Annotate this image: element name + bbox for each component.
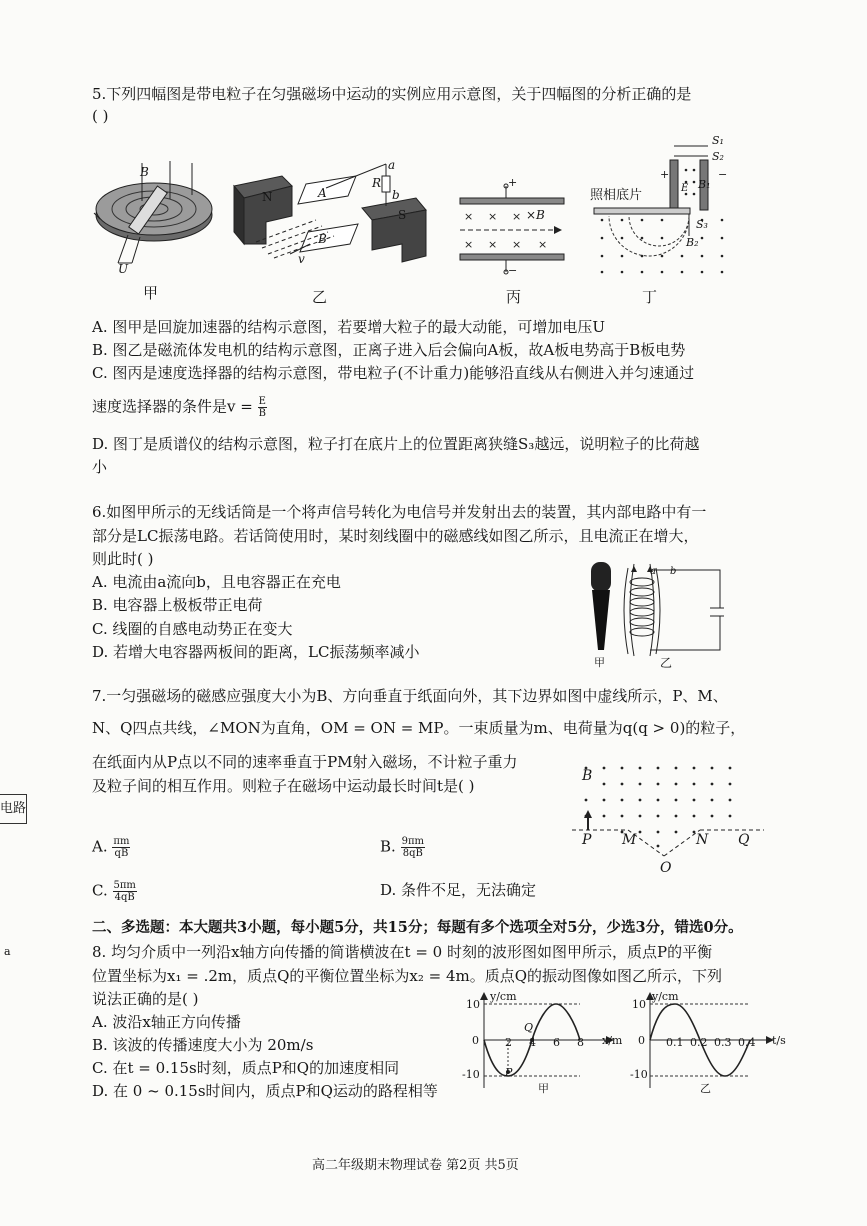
svg-text:×: × bbox=[488, 210, 498, 223]
q6-option-c: C. 线圈的自感电动势正在变大 bbox=[92, 620, 293, 638]
q5-paren: ( ) bbox=[92, 107, 109, 125]
q8-g2-xtick-0.4: 0.4 bbox=[738, 1036, 756, 1049]
q5-yi-A-label: A bbox=[318, 186, 327, 200]
q6-figure-jia-caption: 甲 bbox=[594, 656, 605, 669]
svg-text:×: × bbox=[512, 210, 522, 223]
q8-g2-ylabel: y/cm bbox=[652, 990, 679, 1003]
q6-option-a: A. 电流由a流向b，且电容器正在充电 bbox=[92, 573, 341, 591]
q6-stem-line2: 部分是LC振荡电路。若话筒使用时，某时刻线圈中的磁感线如图乙所示，且电流正在增大， bbox=[92, 527, 699, 545]
q5-ding-S3: S₃ bbox=[696, 218, 708, 231]
q8-g1-xtick-2: 2 bbox=[505, 1036, 512, 1049]
page-footer: 高二年级期末物理试卷 第2页 共5页 bbox=[312, 1158, 519, 1173]
q5-bing-B-label: ×B bbox=[526, 208, 545, 222]
q7-option-a: A. $\frac{\pi m}{qB}$ bbox=[92, 836, 130, 859]
q6-stem-line3: 则此时( ) bbox=[92, 550, 154, 568]
q5-yi-S-label: S bbox=[398, 208, 407, 222]
q7-stem-line4: 及粒子间的相互作用。则粒子在磁场中运动最长时间t是( ) bbox=[92, 777, 475, 795]
q6-figure-yi-caption: 乙 bbox=[660, 656, 673, 670]
q8-g2-xtick-0.1: 0.1 bbox=[666, 1036, 684, 1049]
q8-option-d: D. 在 0 ~ 0.15s时间内，质点P和Q运动的路程相等 bbox=[92, 1082, 438, 1100]
svg-text:×: × bbox=[538, 238, 548, 251]
q8-stem-line2: 位置坐标为x₁ = .2m，质点Q的平衡位置坐标为x₂ = 4m。质点Q的振动图像如图乙所示，下列 bbox=[92, 967, 723, 985]
q8-g1-xtick-4: 4 bbox=[529, 1036, 536, 1049]
svg-text:×: × bbox=[512, 238, 522, 251]
q5-yi-N-label: N bbox=[262, 190, 273, 204]
q7-stem-line1: 7.一匀强磁场的磁感应强度大小为B、方向垂直于纸面向外，其下边界如图中虚线所示，P、M、 bbox=[92, 687, 728, 705]
svg-text:×: × bbox=[464, 238, 474, 251]
q5-yi-a-label: a bbox=[388, 158, 396, 172]
q5-figure-jia-cyclotron bbox=[92, 155, 222, 285]
q8-g2-xtick-0.2: 0.2 bbox=[690, 1036, 708, 1049]
q8-g1-caption: 甲 bbox=[538, 1082, 549, 1095]
q8-g2-ytick-neg10: -10 bbox=[630, 1068, 648, 1081]
q6-option-d: D. 若增大电容器两板间的距离，LC振荡频率减小 bbox=[92, 643, 420, 661]
q8-g1-P: P bbox=[505, 1066, 513, 1079]
q6-figure-microphone bbox=[586, 560, 616, 652]
q8-g2-ytick-0: 0 bbox=[638, 1034, 645, 1047]
q8-g1-ytick-neg10: -10 bbox=[462, 1068, 480, 1081]
q7-fig-M: M bbox=[622, 832, 637, 848]
q7-option-c: C. $\frac{5\pi m}{4qB}$ bbox=[92, 880, 136, 903]
q7-fig-O: O bbox=[660, 860, 672, 876]
q5-option-d-line1: D. 图丁是质谱仪的结构示意图，粒子打在底片上的位置距离狭缝S₃越远，说明粒子的比荷越 bbox=[92, 435, 700, 453]
q5-yi-b-label: b bbox=[392, 188, 400, 202]
q7-fig-N: N bbox=[696, 832, 709, 848]
q7-option-b: B. $\frac{9\pi m}{8qB}$ bbox=[380, 836, 424, 859]
q8-stem-line1: 8. 均匀介质中一列沿x轴方向传播的简谐横波在t = 0 时刻的波形图如图甲所示，质点P的平衡 bbox=[92, 943, 713, 961]
q5-yi-R-label: R bbox=[372, 176, 382, 190]
q5-ding-S2: S₂ bbox=[712, 150, 724, 163]
q5-figure-ding-caption: 丁 bbox=[642, 288, 658, 306]
q7-stem-line3: 在纸面内从P点以不同的速率垂直于PM射入磁场，不计粒子重力 bbox=[92, 753, 518, 771]
q5-bing-minus: − bbox=[508, 264, 518, 277]
q5-option-c-line1: C. 图丙是速度选择器的结构示意图，带电粒子(不计重力)能够沿直线从右侧进入并匀速通过 bbox=[92, 364, 695, 382]
q8-g2-ytick-10: 10 bbox=[632, 998, 646, 1011]
q8-g1-xtick-8: 8 bbox=[577, 1036, 584, 1049]
q5-jia-B-label: B bbox=[140, 165, 149, 179]
svg-text:×: × bbox=[488, 238, 498, 251]
q5-figure-yi-mhd-generator bbox=[226, 158, 446, 270]
q5-figure-yi-caption: 乙 bbox=[312, 288, 328, 306]
q5-ding-B2: B₂ bbox=[686, 236, 699, 249]
q7-fig-B: B bbox=[582, 768, 593, 784]
q8-g1-Q: Q bbox=[524, 1021, 534, 1034]
q8-g2-xlabel: t/s bbox=[772, 1034, 786, 1047]
q5-stem: 5.下列四幅图是带电粒子在匀强磁场中运动的实例应用示意图，关于四幅图的分析正确的是 bbox=[92, 85, 692, 103]
q5-yi-B-label: B bbox=[318, 232, 327, 246]
q8-g1-xtick-6: 6 bbox=[553, 1036, 560, 1049]
q8-graph-yi-vibration bbox=[630, 990, 790, 1094]
q5-ding-photo-label: 照相底片 bbox=[590, 188, 643, 203]
q5-figure-jia-caption: 甲 bbox=[143, 284, 159, 302]
q5-figure-bing-caption: 丙 bbox=[506, 288, 522, 306]
q8-g2-caption: 乙 bbox=[700, 1082, 711, 1095]
q5-option-d-line2: 小 bbox=[92, 458, 108, 476]
q6-option-b: B. 电容器上极板带正电荷 bbox=[92, 596, 263, 614]
q5-figure-bing-velocity-selector bbox=[458, 182, 568, 276]
q6-stem-line1: 6.如图甲所示的无线话筒是一个将声信号转化为电信号并发射出去的装置，其内部电路中有一 bbox=[92, 503, 707, 521]
q5-yi-v-label: v bbox=[298, 252, 305, 266]
q5-ding-E: E bbox=[681, 183, 689, 194]
q8-option-c: C. 在t = 0.15s时刻，质点P和Q的加速度相同 bbox=[92, 1059, 400, 1077]
q5-option-b: B. 图乙是磁流体发电机的结构示意图，正离子进入后会偏向A板，故A板电势高于B板电势 bbox=[92, 341, 686, 359]
q5-ding-minus: − bbox=[718, 168, 728, 181]
q5-bing-plus: + bbox=[508, 176, 518, 189]
q8-option-b: B. 该波的传播速度大小为 20m/s bbox=[92, 1036, 314, 1054]
q5-jia-U-label: U bbox=[118, 262, 129, 276]
margin-mark: a bbox=[4, 945, 11, 958]
q7-fig-P: P bbox=[582, 832, 592, 848]
section-2-heading: 二、多选题：本大题共3小题，每小题5分，共15分；每题有多个选项全对5分，少选3分，错选0分。 bbox=[92, 919, 743, 936]
q8-option-a: A. 波沿x轴正方向传播 bbox=[92, 1013, 241, 1031]
q8-stem-line3: 说法正确的是( ) bbox=[92, 990, 199, 1008]
side-margin-tab: 电路 bbox=[0, 794, 27, 824]
q5-option-a: A. 图甲是回旋加速器的结构示意图，若要增大粒子的最大动能，可增加电压U bbox=[92, 318, 606, 336]
q5-ding-B1: B₁ bbox=[698, 178, 711, 191]
q7-option-d: D. 条件不足，无法确定 bbox=[380, 881, 537, 899]
q5-ding-plus: + bbox=[660, 168, 670, 181]
q6-fig-b: b bbox=[670, 566, 677, 577]
q8-g1-ytick-0: 0 bbox=[472, 1034, 479, 1047]
svg-text:×: × bbox=[464, 210, 474, 223]
q6-fig-a: a bbox=[650, 566, 656, 577]
q5-ding-S1: S₁ bbox=[712, 134, 724, 147]
q5-option-c-fraction: $\frac{E}{B}$ bbox=[258, 396, 266, 419]
q8-g2-xtick-0.3: 0.3 bbox=[714, 1036, 732, 1049]
q8-g1-xlabel: x/m bbox=[602, 1034, 623, 1047]
q7-fig-Q: Q bbox=[738, 832, 750, 848]
q8-g1-ylabel: y/cm bbox=[490, 990, 517, 1003]
q5-option-c-line2: 速度选择器的条件是v = $\frac{E}{B}$ bbox=[92, 396, 266, 419]
q8-g1-ytick-10: 10 bbox=[466, 998, 480, 1011]
q7-stem-line2: N、Q四点共线，∠MON为直角，OM = ON = MP。一束质量为m、电荷量为q(q > 0)的粒子， bbox=[92, 719, 746, 737]
